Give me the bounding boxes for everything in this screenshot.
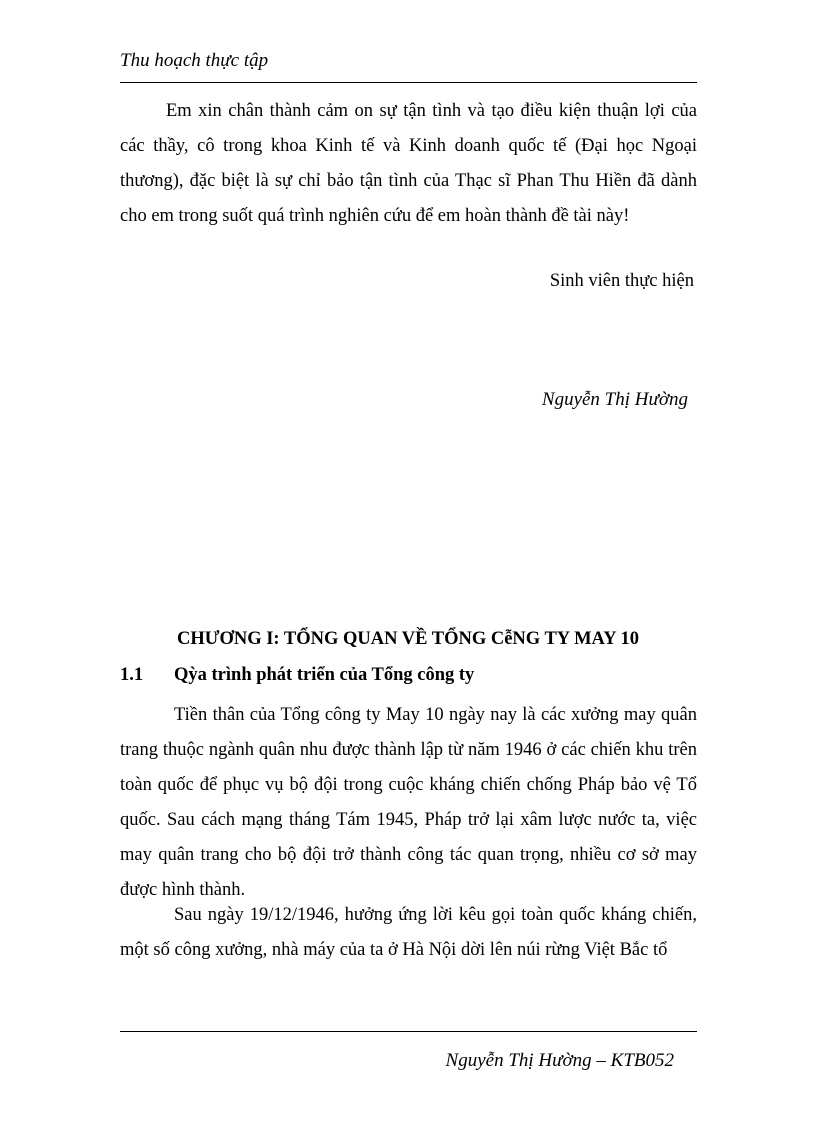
page-footer: Nguyễn Thị Hường – KTB052 [445,1050,674,1071]
header-rule [120,82,697,83]
signature-label: Sinh viên thực hiện [549,271,694,291]
acknowledgement-paragraph: Em xin chân thành cảm on sự tận tình và tạo điều kiện thuận lợi của các thầy, cô trong khoa Kinh tế và Kinh doanh quốc tế (Đại học Ngoại thương), đặc biệt là sự chỉ bảo tận tình của Thạc sĩ Phan Thu Hiền đã dành cho em trong suốt quá trình nghiên cứu để em hoàn thành đề tài này! [120,101,697,226]
section-title: Qỳa trình phát triển của Tổng công ty [174,665,475,685]
body-paragraph-1: Tiền thân của Tổng công ty May 10 ngày nay là các xưởng may quân trang thuộc ngành quân nhu được thành lập từ năm 1946 ở các chiến khu trên toàn quốc để phục vụ bộ đội trong cuộc kháng chiến chống Pháp bảo vệ Tổ quốc. Sau cách mạng tháng Tám 1945, Pháp trở lại xâm lược nước ta, việc may quân trang cho bộ đội trở thành công tác quan trọng, nhiều cơ sở may được hình thành. [120,705,697,900]
body-paragraph-2: Sau ngày 19/12/1946, hưởng ứng lời kêu gọi toàn quốc kháng chiến, một số công xưởng, nhà máy của ta ở Hà Nội dời lên núi rừng Việt Bắc tổ [120,905,697,960]
section-heading [120,665,474,686]
page-header-title: Thu hoạch thực tập [120,50,269,71]
chapter-title: CHƯƠNG I: TỔNG QUAN VỀ TỔNG CễNG TY MAY 10 [176,629,640,649]
signature-name: Nguyễn Thị Hường [541,389,688,410]
section-number: 1.1 [120,665,144,685]
footer-rule [120,1031,697,1032]
